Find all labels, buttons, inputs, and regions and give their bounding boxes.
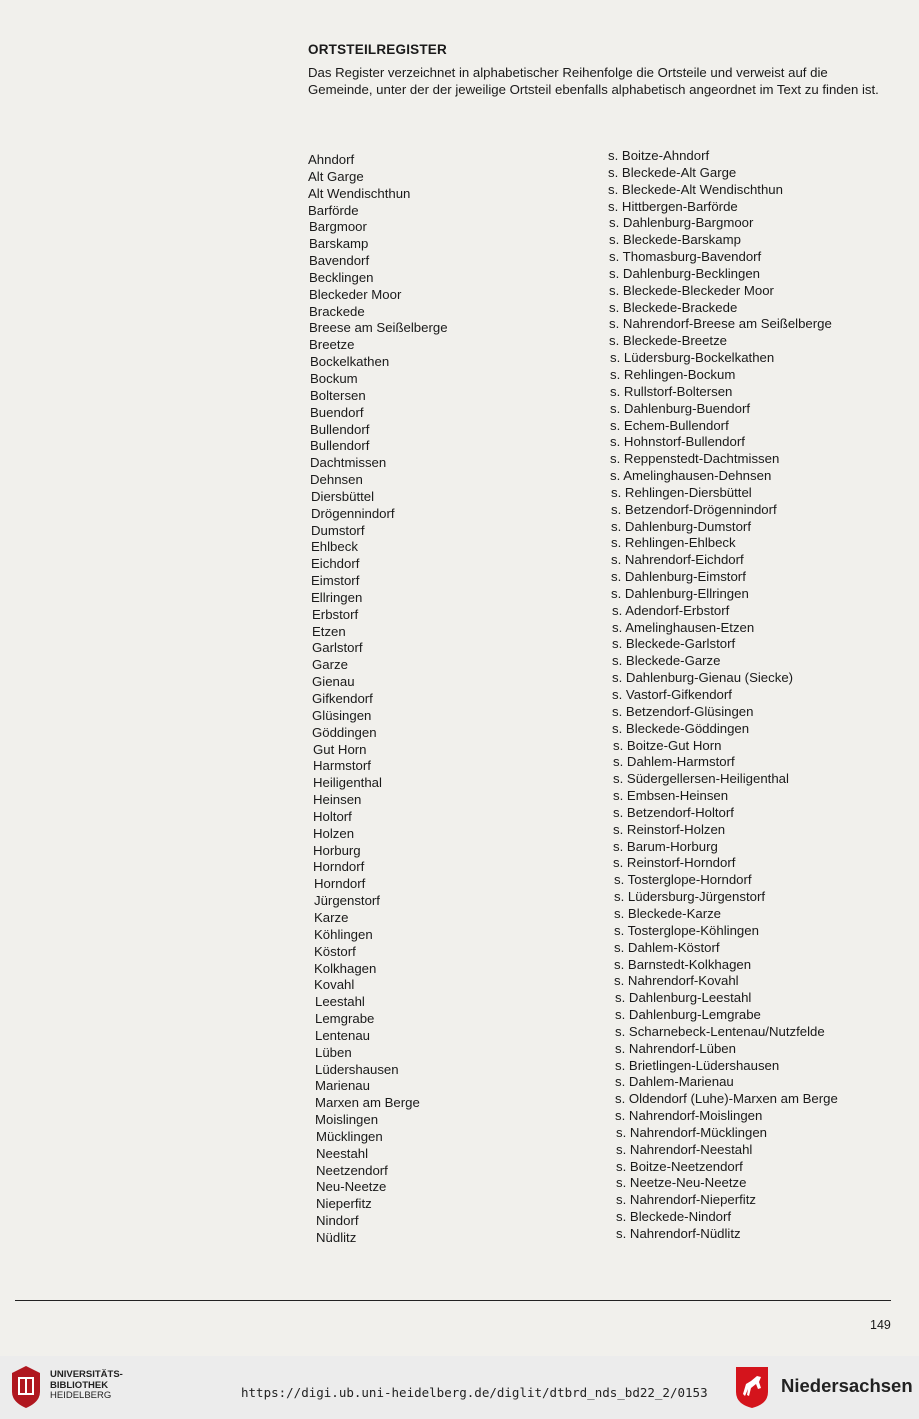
register-entry [308, 1226, 888, 1247]
place-name: Breetze [309, 337, 355, 353]
place-name: Horburg [313, 842, 361, 858]
register-entry [308, 282, 888, 304]
municipality-reference: s. Bleckede-Barskamp [609, 232, 741, 248]
municipality-reference: s. Dahlem-Marienau [615, 1074, 734, 1090]
register-entry [308, 518, 888, 540]
place-name: Holzen [313, 825, 355, 841]
register-entry [308, 1091, 888, 1112]
library-name-line: UNIVERSITÄTS- [50, 1369, 123, 1380]
place-name: Etzen [312, 623, 346, 639]
register-entry [308, 451, 888, 472]
place-name: Gienau [312, 674, 355, 690]
place-name: Nüdlitz [316, 1230, 357, 1245]
municipality-reference: s. Dahlenburg-Ellringen [611, 585, 749, 601]
municipality-reference: s. Thomasburg-Bavendorf [609, 249, 762, 265]
place-name: Neestahl [316, 1145, 369, 1161]
municipality-reference: s. Bleckede-Göddingen [612, 720, 750, 736]
register-entry [308, 771, 888, 792]
register-entry [308, 350, 888, 371]
place-name: Glüsingen [312, 707, 372, 723]
municipality-reference: s. Bleckede-Breetze [609, 333, 728, 349]
register-entry [308, 400, 888, 422]
place-name: Kovahl [314, 977, 355, 993]
register-entry [308, 232, 888, 253]
place-name: Brackede [309, 303, 365, 319]
municipality-reference: s. Nahrendorf-Lüben [615, 1040, 736, 1056]
municipality-reference: s. Scharnebeck-Lentenau/Nutzfelde [615, 1023, 825, 1039]
register-entry [308, 703, 888, 725]
place-name: Karze [314, 909, 349, 925]
niedersachsen-horse-crest-icon[interactable] [733, 1364, 771, 1410]
municipality-reference: s. Dahlem-Köstorf [614, 939, 720, 955]
register-entry [308, 922, 888, 944]
place-name: Lüben [315, 1044, 352, 1060]
register-entry [308, 383, 888, 405]
footer-rule [15, 1300, 891, 1301]
municipality-reference: s. Tosterglope-Horndorf [614, 872, 752, 888]
municipality-reference: s. Dahlenburg-Lemgrabe [615, 1007, 761, 1023]
municipality-reference: s. Dahlenburg-Eimstorf [611, 569, 746, 585]
municipality-reference: s. Bleckede-Nindorf [616, 1209, 732, 1225]
municipality-reference: s. Dahlenburg-Leestahl [615, 990, 752, 1006]
register-entry [308, 535, 888, 556]
register-entry [308, 1209, 888, 1230]
register-list [308, 148, 888, 1247]
municipality-reference: s. Nahrendorf-Kovahl [614, 973, 739, 989]
register-entry [308, 804, 888, 826]
register-entry [308, 316, 888, 337]
viewer-footer [0, 1356, 919, 1419]
place-name: Bavendorf [309, 253, 370, 269]
municipality-reference: s. Neetze-Neu-Neetze [616, 1175, 747, 1191]
register-entry [308, 737, 888, 759]
place-name: Nindorf [316, 1213, 359, 1229]
place-name: Barförde [308, 202, 359, 218]
municipality-reference: s. Nahrendorf-Eichdorf [611, 552, 744, 568]
place-name: Becklingen [309, 269, 374, 285]
register-entry [308, 1023, 888, 1045]
library-name-line: HEIDELBERG [50, 1390, 112, 1401]
register-entry [308, 1040, 888, 1062]
register-entry [308, 148, 888, 169]
register-entry [308, 653, 888, 674]
municipality-reference: s. Nahrendorf-Nüdlitz [616, 1226, 741, 1241]
municipality-reference: s. Rehlingen-Diersbüttel [611, 484, 752, 500]
municipality-reference: s. Vastorf-Gifkendorf [612, 687, 732, 702]
register-entry [308, 720, 888, 742]
municipality-reference: s. Nahrendorf-Neestahl [616, 1141, 753, 1157]
register-entry [308, 265, 888, 287]
place-name: Alt Garge [308, 168, 364, 184]
place-name: Gifkendorf [312, 691, 373, 706]
place-name: Ehlbeck [311, 539, 358, 555]
municipality-reference: s. Dahlenburg-Buendorf [610, 400, 751, 416]
place-name: Bargmoor [309, 219, 367, 235]
municipality-reference: s. Dahlem-Harmstorf [613, 754, 735, 770]
municipality-reference: s. Brietlingen-Lüdershausen [615, 1057, 780, 1073]
place-name: Ellringen [311, 589, 363, 605]
place-name: Neetzendorf [316, 1162, 388, 1178]
municipality-reference: s. Lüdersburg-Jürgenstorf [614, 889, 765, 905]
register-entry [308, 905, 888, 927]
place-name: Moislingen [315, 1112, 379, 1128]
place-name: Bockum [310, 370, 358, 386]
municipality-reference: s. Adendorf-Erbstorf [612, 602, 730, 618]
register-entry [308, 1057, 888, 1079]
place-name: Eimstorf [311, 573, 360, 589]
register-entry [308, 1108, 888, 1129]
register-entry [308, 333, 888, 354]
register-entry [308, 585, 888, 607]
municipality-reference: s. Nahrendorf-Breese am Seißelberge [609, 316, 832, 332]
niedersachsen-wordmark[interactable]: Niedersachsen [781, 1375, 913, 1396]
register-entry [308, 1124, 888, 1146]
place-name: Dumstorf [311, 522, 365, 538]
page-title: ORTSTEILREGISTER [308, 42, 447, 57]
register-entry [308, 1141, 888, 1163]
place-name: Diersbüttel [311, 488, 375, 504]
place-name: Marxen am Berge [315, 1095, 420, 1111]
place-name: Köstorf [314, 943, 356, 959]
municipality-reference: s. Hittbergen-Barförde [608, 198, 738, 214]
place-name: Drögennindorf [311, 505, 395, 521]
place-name: Lüdershausen [315, 1061, 399, 1077]
register-entry [308, 434, 888, 455]
register-entry [308, 687, 888, 708]
university-library-logo-icon[interactable] [10, 1364, 42, 1410]
municipality-reference: s. Echem-Bullendorf [610, 417, 729, 433]
page-number: 149 [870, 1318, 891, 1332]
register-entry [308, 838, 888, 860]
register-entry [308, 602, 888, 624]
intro-paragraph: Das Register verzeichnet in alphabetischer Reihenfolge die Ortsteile und verweist auf die Gemeinde, unter der der jeweilige Ortsteil ebenfalls alphabetisch angeordnet im Text zu finden ist. [308, 65, 879, 97]
register-entry [308, 636, 888, 657]
place-name: Jürgenstorf [314, 893, 380, 909]
register-entry [308, 670, 888, 691]
register-entry [308, 552, 888, 573]
place-name: Lentenau [315, 1027, 371, 1043]
place-name: Garze [312, 657, 348, 673]
place-name: Holtorf [313, 808, 352, 824]
register-entry [308, 501, 888, 523]
municipality-reference: s. Betzendorf-Drögennindorf [611, 501, 777, 517]
municipality-reference: s. Rehlingen-Ehlbeck [611, 535, 736, 551]
municipality-reference: s. Nahrendorf-Moislingen [615, 1108, 763, 1124]
register-entry [308, 249, 888, 270]
place-name: Leestahl [315, 994, 365, 1010]
municipality-reference: s. Rehlingen-Bockum [610, 366, 736, 382]
place-name: Eichdorf [311, 556, 360, 572]
place-name: Bullendorf [310, 421, 370, 437]
place-name: Kolkhagen [314, 960, 377, 976]
register-entry [308, 569, 888, 590]
municipality-reference: s. Bleckede-Brackede [609, 299, 738, 315]
library-name-line: BIBLIOTHEK [50, 1379, 109, 1391]
municipality-reference: s. Barum-Horburg [613, 838, 718, 854]
municipality-reference: s. Embsen-Heinsen [613, 788, 729, 804]
place-name: Marienau [315, 1078, 370, 1094]
place-name: Horndorf [314, 876, 366, 892]
place-name: Breese am Seißelberge [309, 320, 448, 336]
place-name: Neu-Neetze [316, 1179, 387, 1195]
municipality-reference: s. Bleckede-Alt Wendischthun [608, 181, 783, 197]
place-name: Bockelkathen [310, 354, 390, 370]
municipality-reference: s. Dahlenburg-Gienau (Siecke) [612, 670, 794, 686]
register-entry [308, 366, 888, 388]
place-name: Köhlingen [314, 926, 373, 942]
register-entry [308, 619, 888, 641]
register-entry [308, 181, 888, 203]
register-entry [308, 788, 888, 809]
place-name: Alt Wendischthun [308, 185, 411, 201]
municipality-reference: s. Rullstorf-Boltersen [610, 383, 733, 399]
municipality-reference: s. Tosterglope-Köhlingen [614, 922, 759, 938]
place-name: Dachtmissen [310, 455, 387, 471]
municipality-reference: s. Oldendorf (Luhe)-Marxen am Berge [615, 1091, 838, 1107]
register-entry [308, 990, 888, 1011]
place-name: Barskamp [309, 236, 369, 252]
place-name: Erbstorf [312, 606, 359, 622]
register-entry [308, 872, 888, 893]
register-entry [308, 1175, 888, 1196]
municipality-reference: s. Amelinghausen-Etzen [612, 619, 755, 635]
place-name: Horndorf [313, 859, 365, 875]
municipality-reference: s. Bleckede-Alt Garge [608, 164, 737, 180]
municipality-reference: s. Hohnstorf-Bullendorf [610, 434, 745, 450]
municipality-reference: s. Reinstorf-Holzen [613, 821, 726, 837]
municipality-reference: s. Dahlenburg-Becklingen [609, 265, 761, 281]
municipality-reference: s. Amelinghausen-Dehnsen [610, 468, 772, 484]
municipality-reference: s. Dahlenburg-Dumstorf [611, 518, 751, 534]
register-entry [308, 1158, 888, 1180]
place-name: Buendorf [310, 404, 364, 420]
place-name: Gut Horn [313, 741, 367, 757]
place-name: Bleckeder Moor [309, 286, 402, 302]
municipality-reference: s. Bleckede-Bleckeder Moor [609, 282, 774, 298]
municipality-reference: s. Südergellersen-Heiligenthal [613, 771, 789, 787]
place-name: Boltersen [310, 387, 366, 403]
university-library-name[interactable] [50, 1370, 123, 1402]
municipality-reference: s. Boitze-Gut Horn [613, 737, 722, 753]
place-name: Garlstorf [312, 640, 363, 656]
register-entry [308, 821, 888, 843]
register-entry [308, 973, 888, 994]
permalink-url[interactable]: https://digi.ub.uni-heidelberg.de/diglit/dtbrd_nds_bd22_2/0153 [241, 1385, 708, 1400]
municipality-reference: s. Dahlenburg-Bargmoor [609, 215, 754, 231]
municipality-reference: s. Barnstedt-Kolkhagen [614, 956, 752, 972]
municipality-reference: s. Betzendorf-Glüsingen [612, 703, 754, 719]
register-entry [308, 956, 888, 978]
place-name: Dehnsen [310, 472, 363, 488]
register-entry [308, 754, 888, 775]
register-entry [308, 1192, 888, 1213]
place-name: Nieperfitz [316, 1196, 372, 1212]
register-entry [308, 484, 888, 506]
place-name: Heiligenthal [313, 775, 382, 791]
register-entry [308, 468, 888, 489]
register-entry [308, 889, 888, 910]
place-name: Lemgrabe [315, 1011, 375, 1027]
municipality-reference: s. Reppenstedt-Dachtmissen [610, 451, 780, 467]
municipality-reference: s. Bleckede-Karze [614, 905, 722, 921]
municipality-reference: s. Reinstorf-Horndorf [613, 855, 736, 871]
place-name: Harmstorf [313, 758, 371, 774]
municipality-reference: s. Lüdersburg-Bockelkathen [610, 350, 775, 366]
place-name: Mücklingen [316, 1128, 383, 1144]
register-entry [308, 164, 888, 186]
municipality-reference: s. Nahrendorf-Nieperfitz [616, 1192, 756, 1208]
register-entry [308, 198, 888, 220]
municipality-reference: s. Boitze-Ahndorf [608, 148, 710, 163]
place-name: Bullendorf [310, 438, 370, 454]
municipality-reference: s. Boitze-Neetzendorf [616, 1158, 743, 1174]
register-entry [308, 215, 888, 236]
municipality-reference: s. Bleckede-Garze [612, 653, 721, 669]
municipality-reference: s. Betzendorf-Holtorf [613, 804, 734, 820]
municipality-reference: s. Nahrendorf-Mücklingen [616, 1124, 767, 1140]
municipality-reference: s. Bleckede-Garlstorf [612, 636, 736, 652]
register-entry [308, 939, 888, 961]
register-entry [308, 855, 888, 876]
register-entry [308, 417, 888, 439]
place-name: Heinsen [313, 792, 362, 808]
place-name: Ahndorf [308, 152, 355, 167]
place-name: Göddingen [312, 724, 377, 740]
